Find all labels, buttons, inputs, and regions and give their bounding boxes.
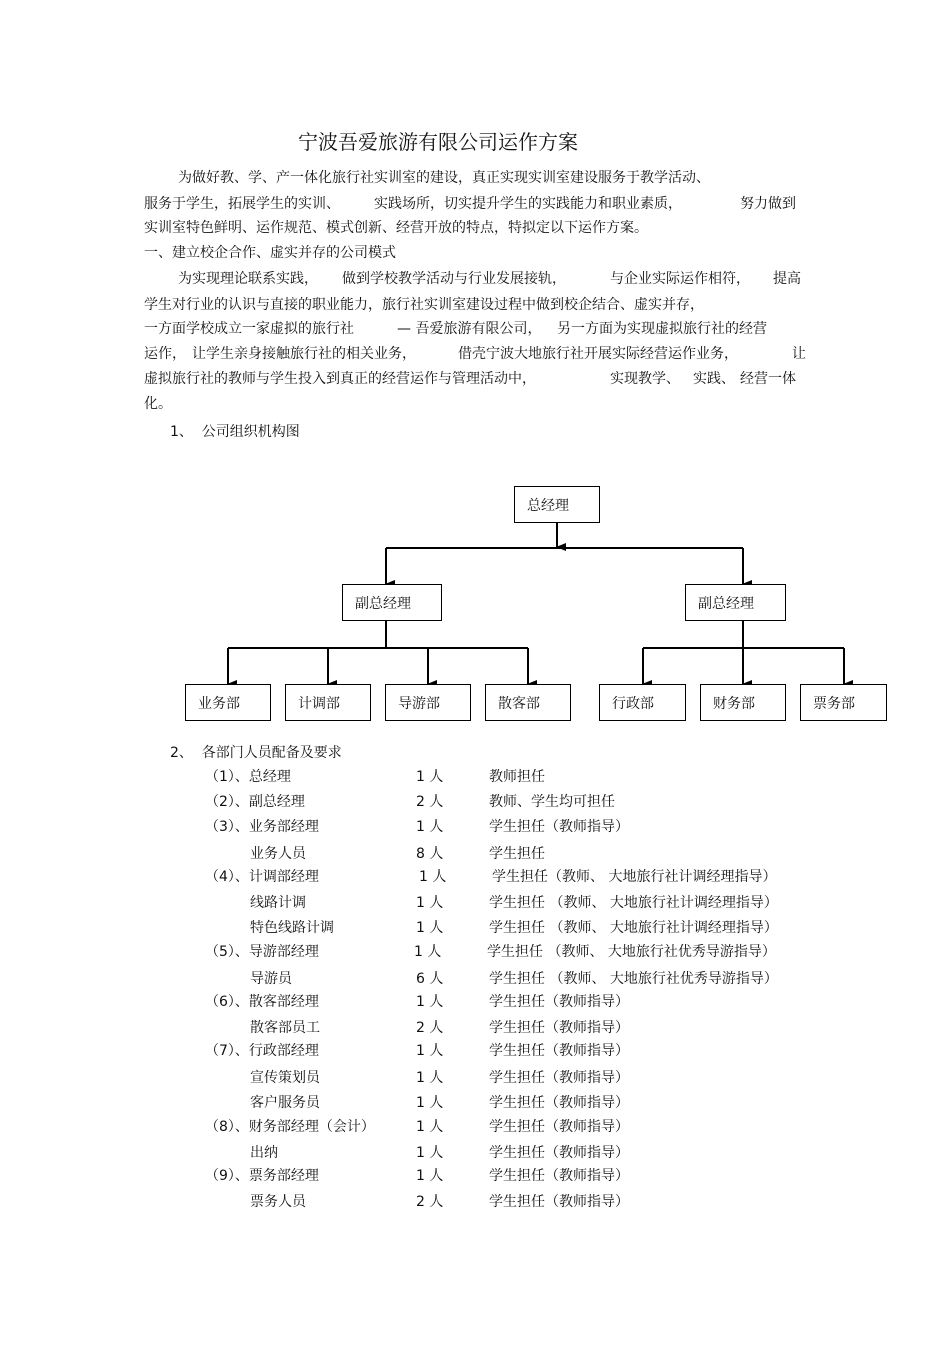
staff-count: 2 人 (416, 1194, 444, 1210)
s1-p3b: — 吾爱旅游有限公司， (397, 321, 542, 337)
s1-p4a: 运作， (144, 346, 186, 362)
staff-count: 1 人 (416, 1095, 444, 1111)
staff-count: 1 人 (416, 1043, 444, 1059)
s1-p4c: 借壳宁波大地旅行社开展实际经营运作业务， (458, 346, 738, 362)
staff-count: 6 人 (416, 971, 444, 987)
staff-requirement: 学生担任 （教师、 大地旅行社优秀导游指导） (487, 944, 776, 960)
staff-requirement: 学生担任 （教师、 大地旅行社计调经理指导） (489, 920, 778, 936)
org-gm-label: 总经理 (527, 497, 569, 514)
org-dept-label: 票务部 (813, 695, 855, 712)
org-box-vp-right (685, 584, 786, 621)
staff-requirement: 学生担任 （教师、 大地旅行社优秀导游指导） (489, 971, 778, 987)
staff-role: 导游员 (250, 971, 292, 987)
staff-role: 客户服务员 (250, 1095, 320, 1111)
s1-p1d: 提高 (773, 271, 801, 287)
staff-requirement: 学生担任（教师指导） (489, 1194, 629, 1210)
staff-role: 散客部员工 (250, 1020, 320, 1036)
staff-requirement: 学生担任（教师指导） (489, 1168, 629, 1184)
staff-count: 1 人 (416, 920, 444, 936)
staff-count: 1 人 (416, 1119, 444, 1135)
staff-requirement: 学生担任 (489, 846, 545, 862)
staff-requirement: 学生担任（教师指导） (489, 819, 629, 835)
staff-count: 1 人 (419, 869, 447, 885)
org-box-vp-left (342, 584, 442, 621)
s1-p1b: 做到学校教学活动与行业发展接轨， (342, 271, 566, 287)
staff-role: 线路计调 (250, 895, 306, 911)
s1-sub1: 1、 公司组织机构图 (170, 424, 300, 440)
staff-requirement: 学生担任（教师、 大地旅行社计调经理指导） (492, 869, 777, 885)
s1-p5d: 经营一体 (740, 371, 796, 387)
org-dept-label: 财务部 (713, 695, 755, 712)
staff-count: 1 人 (416, 819, 444, 835)
intro-line-2b: 实践场所，切实提升学生的实践能力和职业素质， (374, 196, 682, 212)
org-dept-label: 散客部 (498, 695, 540, 712)
staff-count: 2 人 (416, 794, 444, 810)
staff-count: 2 人 (416, 1020, 444, 1036)
staff-role: （7）、行政部经理 (205, 1043, 319, 1059)
s1-p6: 化。 (144, 396, 172, 412)
org-vp-right-label: 副总经理 (698, 595, 754, 612)
org-box-dept-ticketing (800, 684, 887, 721)
staff-role: （2）、副总经理 (205, 794, 305, 810)
s1-p1c: 与企业实际运作相符， (610, 271, 750, 287)
staff-requirement: 学生担任 （教师、 大地旅行社计调经理指导） (489, 895, 778, 911)
staff-role: （5）、导游部经理 (205, 944, 319, 960)
staff-role: （8）、财务部经理（会计） (205, 1119, 375, 1135)
staff-role: （3）、业务部经理 (205, 819, 319, 835)
staff-requirement: 教师担任 (489, 769, 545, 785)
staff-role: 特色线路计调 (250, 920, 334, 936)
org-dept-label: 计调部 (298, 695, 340, 712)
staff-requirement: 学生担任（教师指导） (489, 994, 629, 1010)
staff-requirement: 学生担任（教师指导） (489, 1020, 629, 1036)
staff-count: 1 人 (416, 769, 444, 785)
s1-p5a: 虚拟旅行社的教师与学生投入到真正的经营运作与管理活动中， (144, 371, 536, 387)
org-box-dept-guide (385, 684, 471, 721)
org-vp-left-label: 副总经理 (355, 595, 411, 612)
org-dept-label: 行政部 (612, 695, 654, 712)
staff-requirement: 学生担任（教师指导） (489, 1145, 629, 1161)
staff-requirement: 学生担任（教师指导） (489, 1043, 629, 1059)
staff-requirement: 学生担任（教师指导） (489, 1070, 629, 1086)
s1-p5b: 实现教学、 (610, 371, 680, 387)
s1-p4b: 让学生亲身接触旅行社的相关业务， (192, 346, 416, 362)
org-box-dept-planning (285, 684, 371, 721)
s1-p2: 学生对行业的认识与直接的职业能力，旅行社实训室建设过程中做到校企结合、虚实并存， (144, 297, 704, 313)
staff-role: 票务人员 (250, 1194, 306, 1210)
staff-role: （4）、计调部经理 (205, 869, 319, 885)
staff-role: 宣传策划员 (250, 1070, 320, 1086)
intro-line-1: 为做好教、学、产一体化旅行社实训室的建设，真正实现实训室建设服务于教学活动、 (178, 170, 710, 186)
org-box-dept-admin (599, 684, 686, 721)
staff-role: 出纳 (250, 1145, 278, 1161)
staff-requirement: 教师、学生均可担任 (489, 794, 615, 810)
org-dept-label: 业务部 (198, 695, 240, 712)
staff-requirement: 学生担任（教师指导） (489, 1119, 629, 1135)
org-box-general-manager (514, 486, 600, 523)
org-box-dept-finance (700, 684, 786, 721)
section2-heading: 2、 各部门人员配备及要求 (170, 745, 342, 761)
staff-count: 1 人 (416, 994, 444, 1010)
org-dept-label: 导游部 (398, 695, 440, 712)
s1-p3a: 一方面学校成立一家虚拟的旅行社 (144, 321, 354, 337)
section1-heading: 一、建立校企合作、虚实并存的公司模式 (144, 245, 396, 261)
s1-p4d: 让 (792, 346, 806, 362)
org-box-dept-individual (485, 684, 571, 721)
s1-p3c: 另一方面为实现虚拟旅行社的经营 (557, 321, 767, 337)
staff-count: 1 人 (416, 1168, 444, 1184)
staff-role: 业务人员 (250, 846, 306, 862)
staff-count: 8 人 (416, 846, 444, 862)
staff-count: 1 人 (416, 895, 444, 911)
staff-role: （1）、总经理 (205, 769, 291, 785)
intro-line-3: 实训室特色鲜明、运作规范、模式创新、经营开放的特点，特拟定以下运作方案。 (144, 220, 648, 236)
s1-p5c: 实践、 (693, 371, 735, 387)
page-title: 宁波吾爱旅游有限公司运作方案 (298, 130, 578, 154)
staff-requirement: 学生担任（教师指导） (489, 1095, 629, 1111)
staff-count: 1 人 (414, 944, 442, 960)
intro-line-2a: 服务于学生，拓展学生的实训、 (144, 196, 340, 212)
staff-count: 1 人 (416, 1070, 444, 1086)
staff-count: 1 人 (416, 1145, 444, 1161)
s1-p1a: 为实现理论联系实践， (178, 271, 318, 287)
staff-role: （9）、票务部经理 (205, 1168, 319, 1184)
staff-role: （6）、散客部经理 (205, 994, 319, 1010)
org-box-dept-business (185, 684, 271, 721)
intro-line-2c: 努力做到 (740, 196, 796, 212)
